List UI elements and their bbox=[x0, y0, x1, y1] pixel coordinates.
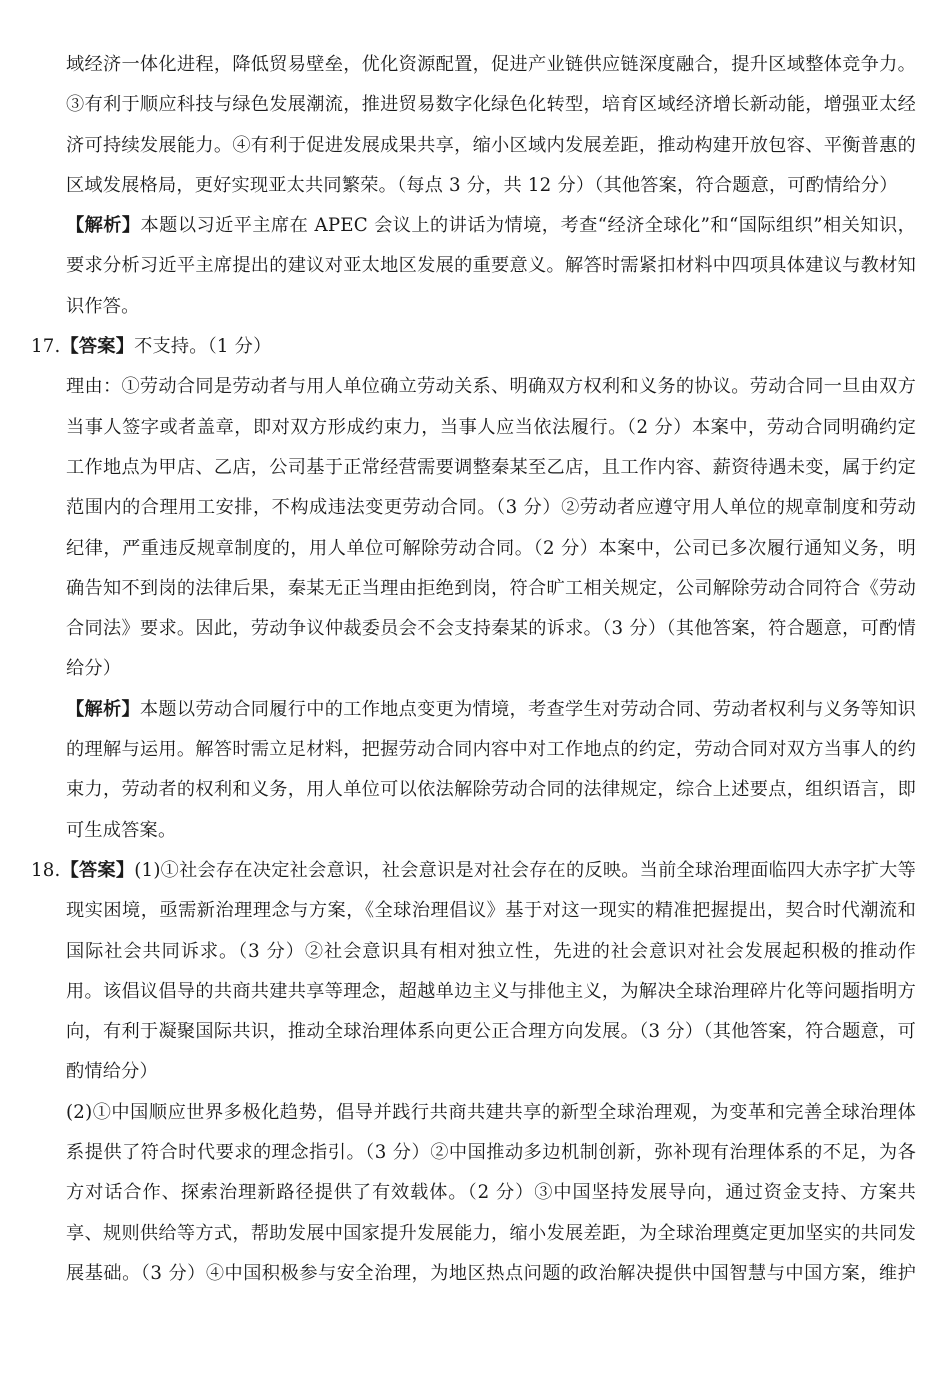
analysis-text: 本题以劳动合同履行中的工作地点变更为情境，考查学生对劳动合同、劳动者权利与义务等知识的理解与运用。解答时需立足材料，把握劳动合同内容中对工作地点的约定，劳动合同对双方当事人的约束力，劳动者的权利和义务，用人单位可以依法解除劳动合同的法律规定，综合上述要点，组织语言，即可生成答案。 bbox=[66, 698, 916, 841]
document-body bbox=[0, 45, 950, 1335]
q16-answer-continuation: 域经济一体化进程，降低贸易壁垒，优化资源配置，促进产业链供应链深度融合，提升区域整体竞争力。③有利于顺应科技与绿色发展潮流，推进贸易数字化绿色化转型，培育区域经济增长新动能，增强亚太经济可持续发展能力。④有利于促进发展成果共享，缩小区域内发展差距，推动构建开放包容、平衡普惠的区域发展格局，更好实现亚太共同繁荣。（每点 3 分，共 12 分）（其他答案，符合题意，可酌情给分） bbox=[66, 54, 916, 196]
answer-tag: 【答案】 bbox=[60, 859, 135, 881]
answer-text: 不支持。（1 分） bbox=[134, 336, 272, 358]
analysis-text: 本题以习近平主席在 APEC 会议上的讲话为情境，考查“经济全球化”和“国际组织”相关知识，要求分析习近平主席提出的建议对亚太地区发展的重要意义。解答时需紧扣材料中四项具体建议与教材知识作答。 bbox=[66, 215, 916, 317]
answer-text: (1)①社会存在决定社会意识，社会意识是对社会存在的反映。当前全球治理面临四大赤字扩大等现实困境，亟需新治理理念与方案，《全球治理倡议》基于对这一现实的精准把握提出，契合时代潮流和国际社会共同诉求。（3 分）②社会意识具有相对独立性，先进的社会意识对社会发展起积极的推动作用。该倡议倡导的共商共建共享等理念，超越单边主义与排他主义，为解决全球治理碎片化等问题指明方向，有利于凝聚国际共识，推动全球治理体系向更公正合理方向发展。（3 分）（其他答案，符合题意，可酌情给分） bbox=[66, 859, 916, 1083]
analysis-tag: 【解析】 bbox=[66, 215, 141, 237]
question-number: 17. bbox=[31, 336, 61, 358]
analysis-tag: 【解析】 bbox=[66, 698, 140, 720]
question-number: 18. bbox=[31, 859, 61, 881]
page-bottom-crop bbox=[0, 1303, 950, 1373]
answer-tag: 【答案】 bbox=[60, 336, 135, 358]
q16-analysis bbox=[0, 206, 950, 327]
q18-answer-part1 bbox=[0, 851, 950, 1093]
q17-analysis bbox=[0, 690, 950, 851]
q17-answer bbox=[0, 327, 950, 367]
q17-reason: 理由：①劳动合同是劳动者与用人单位确立劳动关系、明确双方权利和义务的协议。劳动合同一旦由双方当事人签字或者盖章，即对双方形成约束力，当事人应当依法履行。（2 分）本案中，劳动合同明确约定工作地点为甲店、乙店，公司基于正常经营需要调整秦某至乙店，且工作内容、薪资待遇未变，属于约定范围内的合理用工安排，不构成违法变更劳动合同。（3 分）②劳动者应遵守用人单位的规章制度和劳动纪律，严重违反规章制度的，用人单位可解除劳动合同。（2 分）本案中，公司已多次履行通知义务，明确告知不到岗的法律后果，秦某无正当理由拒绝到岗，符合旷工相关规定，公司解除劳动合同符合《劳动合同法》要求。因此，劳动争议仲裁委员会不会支持秦某的诉求。（3 分）（其他答案，符合题意，可酌情给分） bbox=[66, 376, 916, 680]
q18-answer-part2: (2)①中国顺应世界多极化趋势，倡导并践行共商共建共享的新型全球治理观，为变革和完善全球治理体系提供了符合时代要求的理念指引。（3 分）②中国推动多边机制创新，弥补现有治理体系的不足，为各方对话合作、探索治理新路径提供了有效载体。（2 分）③中国坚持发展导向，通过资金支持、方案共享、规则供给等方式，帮助发展中国家提升发展能力，缩小发展差距，为全球治理奠定更加坚实的共同发展基础。（3 分）④中国积极参与安全治理，为地区热点问题的政治解决提供中国智慧与中国方案，维护 bbox=[66, 1101, 916, 1284]
